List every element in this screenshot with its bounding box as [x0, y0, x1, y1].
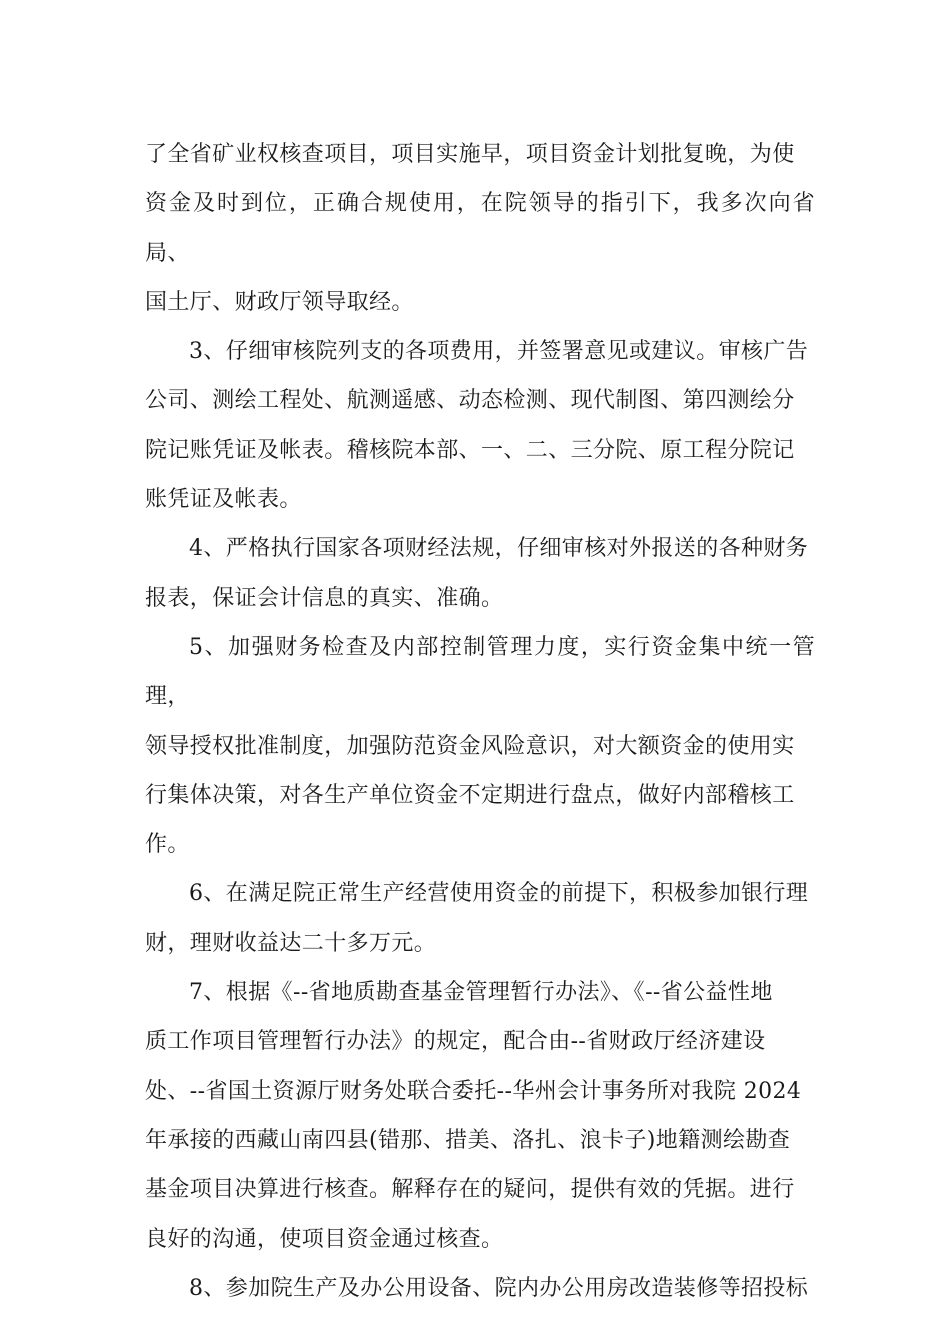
text-line: 8、参加院生产及办公用设备、院内办公用房改造装修等招投标 — [189, 1275, 809, 1301]
text-line: 公司、测绘工程处、航测遥感、动态检测、现代制图、第四测绘分 — [145, 388, 795, 414]
text-line: 领导授权批准制度，加强防范资金风险意识，对大额资金的使用实 — [145, 733, 795, 759]
text-line: 6、在满足院正常生产经营使用资金的前提下，积极参加银行理 — [189, 881, 809, 907]
text-line: 良好的沟通，使项目资金通过核查。 — [145, 1226, 504, 1252]
text-line: 国土厅、财政厅领导取经。 — [145, 289, 414, 315]
paragraph-item-6 — [145, 869, 815, 968]
paragraph-item-5 — [145, 623, 815, 869]
paragraph-item-8 — [145, 1264, 815, 1313]
text-line: 质工作项目管理暂行办法》的规定，配合由--省财政厅经济建设 — [145, 1029, 766, 1055]
text-line: 4、严格执行国家各项财经法规，仔细审核对外报送的各种财务 — [189, 536, 809, 562]
text-line: 作。 — [145, 832, 190, 858]
text-line: 5、加强财务检查及内部控制管理力度，实行资金集中统一管理， — [145, 634, 815, 710]
text-line: 了全省矿业权核查项目，项目实施早，项目资金计划批复晚，为使 — [145, 142, 795, 167]
text-line: 资金及时到位，正确合规使用，在院领导的指引下，我多次向省局、 — [145, 191, 815, 266]
paragraph-item-7 — [145, 968, 815, 1264]
text-line: 7、根据《--省地质勘查基金管理暂行办法》、《--省公益性地 — [189, 980, 773, 1006]
text-line: 行集体决策，对各生产单位资金不定期进行盘点，做好内部稽核工 — [145, 782, 795, 808]
document-body — [145, 130, 815, 1313]
paragraph-item-4 — [145, 524, 815, 623]
paragraph-item-3 — [145, 327, 815, 524]
text-line: 年承接的西藏山南四县(错那、措美、洛扎、浪卡子)地籍测绘勘查 — [145, 1127, 791, 1153]
text-line: 基金项目决算进行核查。解释存在的疑问，提供有效的凭据。进行 — [145, 1177, 795, 1203]
text-line: 3、仔细审核院列支的各项费用，并签署意见或建议。审核广告 — [189, 339, 809, 365]
text-line: 账凭证及帐表。 — [145, 487, 302, 513]
paragraph-continued-mineral-rights — [145, 130, 815, 327]
text-line: 处、--省国土资源厅财务处联合委托--华州会计事务所对我院 2024 — [145, 1078, 802, 1104]
text-line: 报表，保证会计信息的真实、准确。 — [145, 585, 504, 611]
text-line: 财，理财收益达二十多万元。 — [145, 930, 437, 956]
text-line: 院记账凭证及帐表。稽核院本部、一、二、三分院、原工程分院记 — [145, 437, 795, 463]
